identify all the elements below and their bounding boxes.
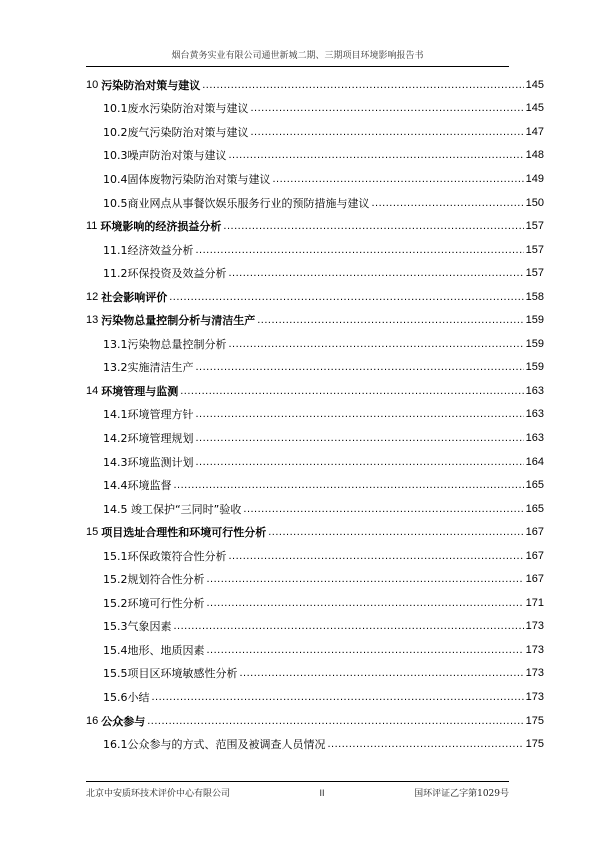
toc-entry[interactable] (86, 332, 544, 356)
toc-entry-page: 145 (525, 78, 544, 91)
toc-entry-title: 环境管理与监测 (101, 384, 179, 398)
toc-entry-page: 167 (525, 573, 544, 586)
toc-leader-dots (257, 314, 523, 326)
toc-leader-dots (372, 197, 524, 209)
toc-entry-title: 14.5 竣工保护“三同时”验收 (103, 502, 242, 516)
toc-entry[interactable] (86, 214, 544, 238)
header-rule (86, 66, 509, 67)
footer-company: 北京中安质环技术评价中心有限公司 (86, 789, 231, 799)
toc-leader-dots (229, 338, 524, 350)
toc-entry-page: 167 (525, 526, 544, 539)
toc-entry[interactable] (86, 591, 544, 615)
toc-entry[interactable] (86, 426, 544, 450)
toc-leader-dots (196, 361, 524, 373)
page-number: II (319, 787, 325, 798)
toc-entry-page: 157 (525, 267, 544, 280)
toc-entry-page: 163 (525, 431, 544, 444)
toc-leader-dots (174, 620, 524, 632)
toc-entry-page: 171 (525, 596, 544, 609)
page-header: 烟台黄务实业有限公司通世新城二期、三期项目环境影响报告书 (171, 51, 424, 61)
toc-entry-page: 163 (525, 384, 544, 397)
toc-entry-number: 11 (86, 220, 98, 233)
toc-entry[interactable] (86, 403, 544, 427)
toc-entry-title: 16.1公众参与的方式、范围及被调查人员情况 (103, 738, 326, 752)
toc-entry-page: 150 (525, 196, 544, 209)
toc-entry-page: 165 (525, 479, 544, 492)
toc-leader-dots (229, 149, 524, 161)
toc-entry-title: 15.5项目区环境敏感性分析 (103, 667, 238, 681)
toc-entry-page: 163 (525, 408, 544, 421)
toc-entry-number: 16 (86, 714, 99, 727)
toc-entry-title: 15.1环保政策符合性分析 (103, 549, 227, 563)
toc-leader-dots (169, 291, 523, 303)
toc-entry-title: 15.2环境可行性分析 (103, 596, 205, 610)
toc-entry-page: 145 (525, 102, 544, 115)
toc-entry-title: 11.1经济效益分析 (103, 243, 194, 257)
toc-entry-page: 157 (525, 243, 544, 256)
toc-entry[interactable] (86, 120, 544, 144)
toc-entry[interactable] (86, 379, 544, 403)
toc-entry-title: 10.5商业网点从事餐饮娱乐服务行业的预防措施与建议 (103, 196, 370, 210)
toc-entry-title: 项目选址合理性和环境可行性分析 (101, 526, 267, 540)
toc-entry[interactable] (86, 191, 544, 215)
toc-entry-number: 10 (86, 78, 99, 91)
toc-entry-title: 14.1环境管理方针 (103, 408, 194, 422)
toc-leader-dots (251, 126, 524, 138)
toc-entry-title: 10.2废气污染防治对策与建议 (103, 125, 249, 139)
toc-entry-title: 15.3气象因素 (103, 620, 172, 634)
toc-leader-dots (174, 479, 524, 491)
toc-entry-page: 173 (525, 643, 544, 656)
toc-entry-title: 15.2规划符合性分析 (103, 573, 205, 587)
toc-leader-dots (207, 597, 524, 609)
toc-entry[interactable] (86, 473, 544, 497)
toc-entry[interactable] (86, 167, 544, 191)
toc-entry[interactable] (86, 685, 544, 709)
toc-entry[interactable] (86, 732, 544, 756)
toc-entry-page: 159 (525, 337, 544, 350)
toc-entry-page: 167 (525, 549, 544, 562)
toc-entry-title: 14.2环境管理规划 (103, 431, 194, 445)
toc-entry[interactable] (86, 520, 544, 544)
toc-leader-dots (273, 173, 524, 185)
toc-entry-title: 10.1废水污染防治对策与建议 (103, 102, 249, 116)
toc-entry-title: 污染防治对策与建议 (101, 78, 201, 92)
toc-entry[interactable] (86, 238, 544, 262)
toc-entry-page: 164 (525, 455, 544, 468)
toc-leader-dots (152, 691, 524, 703)
toc-entry[interactable] (86, 567, 544, 591)
toc-entry-page: 157 (525, 220, 544, 233)
toc-leader-dots (229, 267, 524, 279)
toc-entry-page: 173 (525, 620, 544, 633)
toc-leader-dots (229, 550, 524, 562)
toc-entry-page: 173 (525, 667, 544, 680)
toc-leader-dots (202, 79, 523, 91)
toc-entry[interactable] (86, 144, 544, 168)
page-footer (86, 786, 509, 799)
toc-leader-dots (196, 244, 524, 256)
toc-entry-page: 147 (525, 125, 544, 138)
toc-entry-page: 165 (525, 502, 544, 515)
toc-entry-title: 10.4固体废物污染防治对策与建议 (103, 172, 271, 186)
toc-entry-title: 11.2环保投资及效益分析 (103, 267, 227, 281)
toc-entry[interactable] (86, 73, 544, 97)
toc-leader-dots (207, 644, 524, 656)
footer-certificate: 国环评证乙字第1029号 (414, 789, 509, 799)
toc-entry[interactable] (86, 308, 544, 332)
toc-entry-number: 14 (86, 384, 99, 397)
toc-entry-title: 13.1污染物总量控制分析 (103, 337, 227, 351)
toc-entry-title: 10.3噪声防治对策与建议 (103, 149, 227, 163)
toc-entry-page: 159 (525, 314, 544, 327)
toc-entry-page: 173 (525, 690, 544, 703)
toc-entry-title: 15.4地形、地质因素 (103, 643, 205, 657)
toc-entry[interactable] (86, 261, 544, 285)
toc-leader-dots (223, 220, 523, 232)
toc-entry[interactable] (86, 97, 544, 121)
toc-leader-dots (251, 102, 524, 114)
toc-leader-dots (196, 432, 524, 444)
toc-entry[interactable] (86, 638, 544, 662)
toc-entry-page: 159 (525, 361, 544, 374)
toc-entry-page: 175 (525, 714, 544, 727)
toc-entry[interactable] (86, 356, 544, 380)
footer-rule (86, 781, 509, 782)
toc-entry-number: 15 (86, 526, 99, 539)
table-of-contents (86, 73, 544, 756)
toc-entry-title: 环境影响的经济损益分析 (100, 220, 222, 234)
toc-entry-title: 15.6小结 (103, 690, 150, 704)
toc-entry-title: 公众参与 (101, 714, 146, 728)
toc-leader-dots (196, 456, 524, 468)
toc-entry-title: 社会影响评价 (101, 290, 168, 304)
toc-entry[interactable] (86, 709, 544, 733)
toc-entry[interactable] (86, 285, 544, 309)
toc-leader-dots (243, 503, 523, 515)
toc-entry-title: 13.2实施清洁生产 (103, 361, 194, 375)
toc-leader-dots (240, 667, 524, 679)
toc-entry-title: 污染物总量控制分析与清洁生产 (101, 314, 256, 328)
toc-entry[interactable] (86, 497, 544, 521)
toc-leader-dots (196, 408, 524, 420)
toc-leader-dots (268, 526, 523, 538)
toc-entry[interactable] (86, 662, 544, 686)
toc-entry-page: 148 (525, 149, 544, 162)
toc-entry-page: 158 (525, 290, 544, 303)
toc-leader-dots (147, 715, 523, 727)
toc-entry[interactable] (86, 544, 544, 568)
toc-entry[interactable] (86, 450, 544, 474)
toc-leader-dots (207, 573, 524, 585)
toc-entry[interactable] (86, 615, 544, 639)
toc-entry-page: 149 (525, 172, 544, 185)
toc-entry-number: 12 (86, 290, 99, 303)
toc-entry-title: 14.4环境监督 (103, 479, 172, 493)
toc-leader-dots (180, 385, 523, 397)
toc-entry-number: 13 (86, 314, 99, 327)
toc-entry-page: 175 (525, 738, 544, 751)
toc-entry-title: 14.3环境监测计划 (103, 455, 194, 469)
toc-leader-dots (328, 738, 524, 750)
